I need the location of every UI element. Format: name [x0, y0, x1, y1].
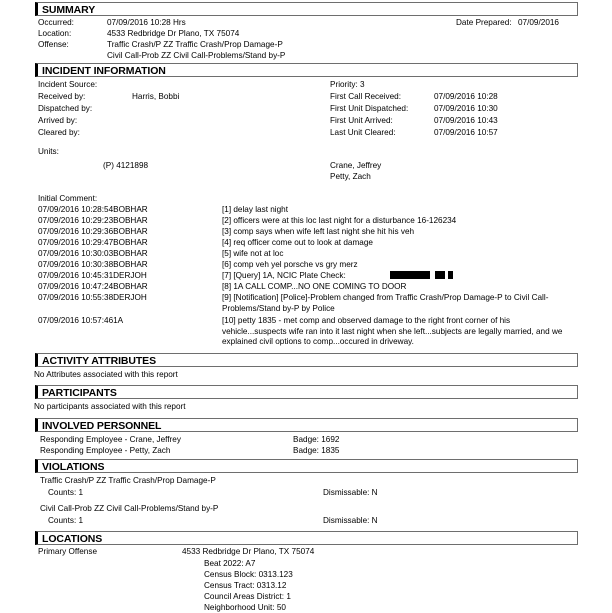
- comment-text: [10] petty 1835 - met comp and observed damage to the right front corner of his vehicle...suspects wife ran into it last night when she left...subjects are legally married, and we explained civil options to comp...occured in driveway.: [222, 316, 563, 347]
- participants-empty-message: No participants associated with this report: [34, 402, 186, 411]
- comment-text: [7] [Query] 1A, NCIC Plate Check:: [222, 271, 346, 280]
- violation-counts: Counts: 1: [48, 516, 84, 525]
- comment-stamp: 07/09/2016 10:57:461A: [38, 316, 124, 325]
- violation-offense: Traffic Crash/P ZZ Traffic Crash/Prop Damage-P: [40, 476, 216, 485]
- location-detail-council-district: Council Areas District: 1: [204, 592, 291, 601]
- incident-label-first-unit-arrived: First Unit Arrived:: [330, 116, 393, 125]
- comment-stamp: 07/09/2016 10:29:36BOBHAR: [38, 227, 148, 236]
- comment-stamp: 07/09/2016 10:55:38DERJOH: [38, 293, 147, 302]
- unit-id: (P) 4121898: [103, 161, 149, 170]
- section-header-violations: [35, 459, 578, 473]
- incident-value-first-unit-arrived: 07/09/2016 10:43: [434, 116, 498, 125]
- comment-text: [1] delay last night: [222, 205, 288, 214]
- section-header-involved-personnel: [35, 418, 578, 432]
- summary-value-location: 4533 Redbridge Dr Plano, TX 75074: [107, 29, 240, 38]
- comment-text: [4] req officer come out to look at damage: [222, 238, 373, 247]
- section-header-locations: [35, 531, 578, 545]
- personnel-badge: Badge: 1835: [293, 446, 340, 455]
- comment-text: [5] wife not at loc: [222, 249, 284, 258]
- summary-label-offense: Offense:: [38, 40, 69, 49]
- comment-text: [6] comp veh yel porsche vs gry merz: [222, 260, 358, 269]
- section-header-summary: [35, 2, 578, 16]
- unit-officer-1: Crane, Jeffrey: [330, 161, 382, 170]
- incident-label-dispatched-by: Dispatched by:: [38, 104, 93, 113]
- summary-value-offense-2: Civil Call-Prob ZZ Civil Call-Problems/Stand by-P: [107, 51, 286, 60]
- date-prepared-label: Date Prepared:: [456, 18, 512, 27]
- activity-attributes-empty-message: No Attributes associated with this report: [34, 370, 178, 379]
- incident-value-first-unit-dispatched: 07/09/2016 10:30: [434, 104, 498, 113]
- incident-label-first-call-received: First Call Received:: [330, 92, 401, 101]
- location-detail-census-block: Census Block: 0313.123: [204, 570, 293, 579]
- summary-value-occurred: 07/09/2016 10:28 Hrs: [107, 18, 186, 27]
- personnel-role: Responding Employee - Petty, Zach: [40, 446, 171, 455]
- location-detail-neighborhood-unit: Neighborhood Unit: 50: [204, 603, 286, 612]
- incident-value-received-by: Harris, Bobbi: [132, 92, 180, 101]
- incident-label-priority: Priority: 3: [330, 80, 365, 89]
- summary-label-occurred: Occurred:: [38, 18, 74, 27]
- location-address: 4533 Redbridge Dr Plano, TX 75074: [182, 547, 315, 556]
- incident-label-first-unit-dispatched: First Unit Dispatched:: [330, 104, 409, 113]
- incident-value-first-call-received: 07/09/2016 10:28: [434, 92, 498, 101]
- redaction-bar-plate-2: [435, 271, 445, 279]
- section-header-activity-attributes: [35, 353, 578, 367]
- comment-text: [9] [Notification] [Police]-Problem changed from Traffic Crash/Prop Damage-P to Civil Call-Problems/Stand by-P by Police: [222, 293, 549, 313]
- section-title-summary: SUMMARY: [42, 4, 96, 16]
- section-title-locations: LOCATIONS: [42, 533, 103, 545]
- date-prepared-value: 07/09/2016: [518, 18, 559, 27]
- incident-label-received-by: Received by:: [38, 92, 86, 101]
- comment-stamp: 07/09/2016 10:29:47BOBHAR: [38, 238, 148, 247]
- location-row-label: Primary Offense: [38, 547, 97, 556]
- violation-offense: Civil Call-Prob ZZ Civil Call-Problems/Stand by-P: [40, 504, 219, 513]
- comment-text: [3] comp says when wife left last night she hit his veh: [222, 227, 415, 236]
- section-title-activity-attributes: ACTIVITY ATTRIBUTES: [42, 355, 156, 367]
- violation-dismissable: Dismissable: N: [323, 488, 378, 497]
- personnel-badge: Badge: 1692: [293, 435, 340, 444]
- incident-label-source: Incident Source:: [38, 80, 98, 89]
- section-header-participants: [35, 385, 578, 399]
- location-detail-census-tract: Census Tract: 0313.12: [204, 581, 287, 590]
- incident-label-arrived-by: Arrived by:: [38, 116, 78, 125]
- comment-stamp: 07/09/2016 10:30:38BOBHAR: [38, 260, 148, 269]
- comment-text: [2] officers were at this loc last night for a disturbance 16-126234: [222, 216, 457, 225]
- section-title-participants: PARTICIPANTS: [42, 387, 117, 399]
- incident-label-last-unit-cleared: Last Unit Cleared:: [330, 128, 396, 137]
- section-header-incident-information: [35, 63, 578, 77]
- incident-label-cleared-by: Cleared by:: [38, 128, 80, 137]
- comment-stamp: 07/09/2016 10:30:03BOBHAR: [38, 249, 148, 258]
- section-title-involved-personnel: INVOLVED PERSONNEL: [42, 420, 162, 432]
- comment-stamp: 07/09/2016 10:47:24BOBHAR: [38, 282, 148, 291]
- location-detail-beat: Beat 2022: A7: [204, 559, 256, 568]
- section-title-incident-information: INCIDENT INFORMATION: [42, 65, 166, 77]
- redaction-bar-plate-1: [390, 271, 430, 279]
- violation-dismissable: Dismissable: N: [323, 516, 378, 525]
- unit-officer-2: Petty, Zach: [330, 172, 371, 181]
- section-title-violations: VIOLATIONS: [42, 461, 105, 473]
- comment-stamp: 07/09/2016 10:29:23BOBHAR: [38, 216, 148, 225]
- initial-comment-label: Initial Comment:: [38, 194, 98, 203]
- redaction-bar-plate-3: [448, 271, 453, 279]
- summary-value-offense-1: Traffic Crash/P ZZ Traffic Crash/Prop Damage-P: [107, 40, 283, 49]
- personnel-role: Responding Employee - Crane, Jeffrey: [40, 435, 181, 444]
- units-label: Units:: [38, 147, 59, 156]
- comment-text: [8] 1A CALL COMP...NO ONE COMING TO DOOR: [222, 282, 407, 291]
- comment-stamp: 07/09/2016 10:28:54BOBHAR: [38, 205, 148, 214]
- summary-label-location: Location:: [38, 29, 72, 38]
- incident-value-last-unit-cleared: 07/09/2016 10:57: [434, 128, 498, 137]
- violation-counts: Counts: 1: [48, 488, 84, 497]
- comment-stamp: 07/09/2016 10:45:31DERJOH: [38, 271, 147, 280]
